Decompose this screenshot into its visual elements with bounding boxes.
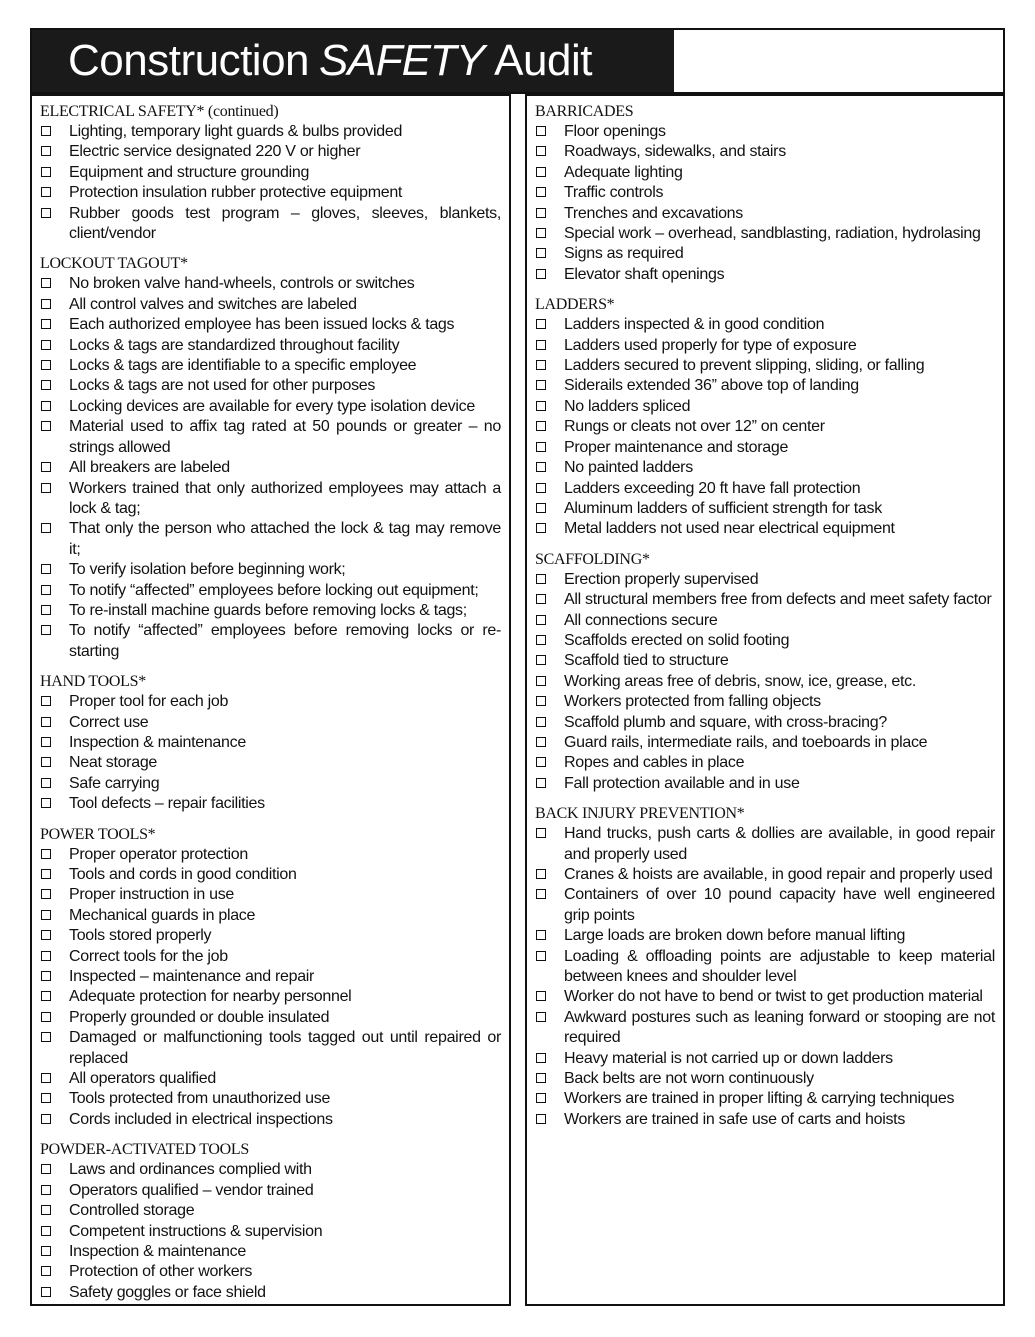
section-title: ELECTRICAL SAFETY* (continued)	[40, 103, 279, 120]
checklist-item-text: Cranes & hoists are available, in good repair and properly used	[564, 866, 993, 883]
checklist-item	[40, 315, 501, 335]
checkbox[interactable]	[536, 951, 546, 961]
checklist-item-text: Controlled storage	[69, 1202, 195, 1220]
checklist-item	[535, 611, 995, 631]
checklist-item	[535, 590, 995, 610]
checklist-item	[535, 885, 995, 926]
checklist-item	[535, 356, 995, 376]
checklist-item-text: Rungs or cleats not over 12” on center	[564, 418, 825, 436]
checklist-item-text: Inspection & maintenance	[69, 733, 246, 751]
checklist-item-text: Large loads are broken down before manual lifting	[564, 927, 906, 945]
checklist-item-text: Locking devices are available for every type isolation device	[69, 397, 475, 415]
checkbox[interactable]	[41, 717, 51, 727]
checklist-item	[40, 581, 501, 601]
checklist-item	[40, 560, 501, 580]
checklist-item-text: Awkward postures such as leaning forward or stooping are not required	[564, 1008, 995, 1047]
checkbox[interactable]	[536, 360, 546, 370]
checklist-item	[535, 142, 995, 162]
checkbox[interactable]	[41, 564, 51, 574]
checklist-item	[40, 417, 501, 458]
checklist-item	[535, 865, 995, 885]
checkbox[interactable]	[41, 208, 51, 218]
checklist-item	[40, 163, 501, 183]
checkbox[interactable]	[41, 462, 51, 472]
checklist-item-text: Safe carrying	[69, 774, 160, 792]
checklist-item-text: That only the person who attached the lock & tag may remove it;	[69, 520, 501, 558]
checklist-item-text: Working areas free of debris, snow, ice, grease, etc.	[564, 672, 916, 690]
checklist-item-text: Inspected – maintenance and repair	[69, 968, 315, 986]
checkbox[interactable]	[41, 585, 51, 595]
checklist-item-text: Workers are trained in safe use of carts and hoists	[564, 1110, 906, 1128]
checkbox[interactable]	[41, 605, 51, 615]
checklist-item	[535, 947, 995, 988]
checklist	[535, 315, 995, 539]
checklist-item-text: Ladders exceeding 20 ft have fall protection	[564, 479, 861, 497]
checklist-item	[535, 733, 995, 753]
checklist	[535, 570, 995, 794]
checklist-item-text: Workers are trained in proper lifting & carrying techniques	[564, 1090, 955, 1108]
checklist-item	[40, 336, 501, 356]
checklist	[40, 692, 501, 814]
checklist-item-text: Roadways, sidewalks, and stairs	[564, 143, 786, 161]
checklist-item-text: Proper operator protection	[69, 845, 248, 863]
checklist-item	[40, 1222, 501, 1242]
checkbox[interactable]	[536, 778, 546, 788]
checklist-item	[535, 753, 995, 773]
checkbox[interactable]	[41, 1266, 51, 1276]
checklist-item	[40, 1262, 501, 1282]
checklist-item-text: Correct tools for the job	[69, 947, 228, 965]
checklist-item-text: Workers protected from falling objects	[564, 693, 821, 711]
checklist-item	[535, 651, 995, 671]
checkbox[interactable]	[41, 1246, 51, 1256]
checklist-item	[40, 865, 501, 885]
page-title	[32, 30, 674, 92]
checklist-item	[535, 265, 995, 285]
checklist-item	[535, 824, 995, 865]
checklist-item	[535, 713, 995, 733]
checkbox[interactable]	[536, 757, 546, 767]
checklist-item	[40, 479, 501, 520]
checklist-item	[40, 1110, 501, 1130]
checkbox[interactable]	[536, 676, 546, 686]
checklist-item-text: Adequate protection for nearby personnel	[69, 988, 352, 1006]
checklist	[40, 122, 501, 244]
checklist-item-text: Inspection & maintenance	[69, 1242, 246, 1260]
checklist-item-text: Back belts are not worn continuously	[564, 1070, 814, 1088]
checkbox[interactable]	[536, 380, 546, 390]
checklist-item-text: Laws and ordinances complied with	[69, 1161, 312, 1179]
checklist-item-text: Loading & offloading points are adjustable to keep material between knees and shoulder level	[564, 947, 995, 986]
checklist-item	[40, 774, 501, 794]
checklist-item	[535, 438, 995, 458]
checkbox[interactable]	[41, 971, 51, 981]
checklist-item	[535, 570, 995, 590]
checkbox[interactable]	[41, 360, 51, 370]
checklist-item	[40, 1028, 501, 1069]
checklist	[40, 845, 501, 1131]
checkbox[interactable]	[41, 930, 51, 940]
checkbox[interactable]	[536, 1053, 546, 1063]
checklist-item-text: All connections secure	[564, 611, 718, 629]
checkbox[interactable]	[536, 421, 546, 431]
checklist-item-text: To re-install machine guards before removing locks & tags;	[69, 601, 467, 619]
checkbox[interactable]	[536, 167, 546, 177]
checkbox[interactable]	[536, 869, 546, 879]
checklist-item-text: Locks & tags are not used for other purposes	[69, 377, 376, 395]
checklist-item	[40, 1181, 501, 1201]
checklist	[40, 1160, 501, 1303]
checklist-item-text: No painted ladders	[564, 459, 693, 477]
checkbox[interactable]	[536, 208, 546, 218]
checklist-item	[40, 376, 501, 396]
checklist-item-text: To verify isolation before beginning work;	[69, 561, 346, 579]
title-construction: Construction	[68, 36, 310, 85]
checkbox[interactable]	[41, 910, 51, 920]
checklist-item-text: Rubber goods test program – gloves, sleeves, blankets, client/vendor	[69, 204, 501, 243]
checkbox[interactable]	[41, 1032, 51, 1042]
checkbox[interactable]	[536, 126, 546, 136]
checklist-item	[40, 295, 501, 315]
checklist-item	[40, 1283, 501, 1303]
checklist-item-text: Elevator shaft openings	[564, 265, 725, 283]
checklist-item	[40, 987, 501, 1007]
checkbox[interactable]	[41, 1205, 51, 1215]
checklist-item	[535, 1049, 995, 1069]
checkbox[interactable]	[41, 798, 51, 808]
checklist-item	[535, 224, 995, 244]
checklist-item-text: Protection insulation rubber protective equipment	[69, 184, 403, 202]
checklist-item-text: Safety goggles or face shield	[69, 1283, 266, 1301]
checkbox[interactable]	[41, 401, 51, 411]
section-electrical-safety-continued	[40, 101, 501, 244]
checklist-item-text: Locks & tags are identifiable to a specific employee	[69, 357, 417, 375]
checklist-item	[40, 794, 501, 814]
checkbox[interactable]	[41, 869, 51, 879]
section-powder-activated-tools	[40, 1139, 501, 1303]
checklist-item	[40, 906, 501, 926]
checkbox[interactable]	[536, 737, 546, 747]
checklist-item-text: Neat storage	[69, 754, 158, 772]
checkbox[interactable]	[41, 625, 51, 635]
checkbox[interactable]	[41, 1093, 51, 1103]
checklist-item	[535, 519, 995, 539]
checklist-item	[40, 204, 501, 245]
checklist-item-text: All breakers are labeled	[69, 459, 230, 477]
checklist-item	[535, 1069, 995, 1089]
checklist-item-text: No broken valve hand-wheels, controls or switches	[69, 275, 415, 293]
checkbox[interactable]	[41, 146, 51, 156]
checklist-item	[535, 336, 995, 356]
checkbox[interactable]	[536, 319, 546, 329]
checkbox[interactable]	[536, 248, 546, 258]
checklist-item	[535, 376, 995, 396]
section-title: BACK INJURY PREVENTION*	[535, 805, 745, 823]
checklist-item	[40, 967, 501, 987]
checklist-item	[40, 458, 501, 478]
section-title: HAND TOOLS*	[40, 673, 146, 691]
section-title: LADDERS*	[535, 296, 615, 314]
checkbox[interactable]	[536, 574, 546, 584]
checklist-item	[535, 1110, 995, 1130]
checkbox[interactable]	[41, 757, 51, 767]
checkbox[interactable]	[536, 991, 546, 1001]
checklist-item-text: Tools protected from unauthorized use	[69, 1090, 331, 1108]
checkbox[interactable]	[41, 1164, 51, 1174]
checklist-item-text: Metal ladders not used near electrical equipment	[564, 520, 895, 538]
checkbox[interactable]	[536, 1114, 546, 1124]
checkbox[interactable]	[41, 991, 51, 1001]
checklist-item	[40, 692, 501, 712]
checklist-item-text: Ladders used properly for type of exposure	[564, 336, 857, 354]
checkbox[interactable]	[41, 319, 51, 329]
checklist-item-text: Damaged or malfunctioning tools tagged out until repaired or replaced	[69, 1029, 501, 1067]
checkbox[interactable]	[536, 340, 546, 350]
checklist-item-text: Floor openings	[564, 123, 666, 140]
checklist-item-text: Special work – overhead, sandblasting, radiation, hydrolasing	[564, 225, 981, 243]
checkbox[interactable]	[536, 228, 546, 238]
checklist-item	[535, 1008, 995, 1049]
checklist-item-text: No ladders spliced	[564, 397, 691, 415]
checkbox[interactable]	[41, 380, 51, 390]
checklist-item	[40, 713, 501, 733]
checklist-item-text: Material used to affix tag rated at 50 pounds or greater – no strings allowed	[69, 418, 501, 456]
checkbox[interactable]	[41, 1185, 51, 1195]
checklist	[40, 274, 501, 662]
checklist-item-text: Adequate lighting	[564, 163, 683, 181]
checklist-item	[40, 753, 501, 773]
checklist-item	[535, 499, 995, 519]
checklist-item	[40, 183, 501, 203]
checklist-item	[535, 163, 995, 183]
checklist-item-text: Locks & tags are standardized throughout facility	[69, 336, 400, 354]
checklist-item	[535, 315, 995, 335]
checklist-item-text: Tools and cords in good condition	[69, 866, 297, 883]
checklist-item-text: Cords included in electrical inspections	[69, 1110, 333, 1128]
checkbox[interactable]	[41, 1012, 51, 1022]
checklist-item	[535, 774, 995, 794]
checklist-item-text: Worker do not have to bend or twist to get production material	[564, 988, 983, 1006]
checklist-item	[40, 1160, 501, 1180]
section-title: LOCKOUT TAGOUT*	[40, 255, 188, 273]
section-title: POWDER-ACTIVATED TOOLS	[40, 1141, 249, 1159]
checkbox[interactable]	[536, 696, 546, 706]
checkbox[interactable]	[41, 187, 51, 197]
checklist-item-text: Protection of other workers	[69, 1263, 253, 1281]
checklist-item-text: Containers of over 10 pound capacity have well engineered grip points	[564, 886, 995, 924]
checkbox[interactable]	[536, 146, 546, 156]
checkbox[interactable]	[536, 655, 546, 665]
checklist-item-text: Competent instructions & supervision	[69, 1222, 323, 1240]
checkbox[interactable]	[41, 278, 51, 288]
checkbox[interactable]	[536, 828, 546, 838]
checkbox[interactable]	[41, 523, 51, 533]
checklist-item-text: Signs as required	[564, 245, 684, 263]
checklist-item-text: All structural members free from defects and meet safety factor	[564, 591, 992, 609]
checklist-item-text: Tool defects – repair facilities	[69, 795, 265, 813]
checklist-item	[535, 479, 995, 499]
checklist-item	[40, 845, 501, 865]
checklist-item	[535, 926, 995, 946]
checkbox[interactable]	[41, 421, 51, 431]
checklist-item-text: Electric service designated 220 V or higher	[69, 143, 361, 161]
checklist-item	[40, 1201, 501, 1221]
checklist-item-text: All control valves and switches are labeled	[69, 295, 357, 313]
checklist-item-text: Trenches and excavations	[564, 204, 743, 222]
checklist-item	[40, 274, 501, 294]
checklist-item-text: Hand trucks, push carts & dollies are available, in good repair and properly used	[564, 825, 995, 863]
checkbox[interactable]	[41, 167, 51, 177]
checklist-item-text: Scaffold plumb and square, with cross-bracing?	[564, 713, 887, 731]
checklist-item	[40, 926, 501, 946]
checklist-item	[535, 397, 995, 417]
checklist-item	[535, 1089, 995, 1109]
checklist-item	[535, 692, 995, 712]
checkbox[interactable]	[41, 737, 51, 747]
checkbox[interactable]	[41, 889, 51, 899]
checkbox[interactable]	[41, 483, 51, 493]
checklist-item	[40, 1089, 501, 1109]
checklist-item	[40, 397, 501, 417]
checklist-item-text: Equipment and structure grounding	[69, 163, 310, 181]
section-hand-tools	[40, 671, 501, 814]
checkbox[interactable]	[536, 889, 546, 899]
checklist-item	[40, 519, 501, 560]
title-audit: Audit	[494, 36, 592, 85]
checkbox[interactable]	[41, 696, 51, 706]
checklist-item	[40, 621, 501, 662]
checkbox[interactable]	[41, 1114, 51, 1124]
checklist-item-text: Heavy material is not carried up or down ladders	[564, 1049, 893, 1067]
checklist-item-text: Correct use	[69, 713, 149, 731]
checkbox[interactable]	[41, 951, 51, 961]
page-header	[30, 28, 1005, 94]
section-title: SCAFFOLDING*	[535, 550, 650, 568]
checklist-item-text: Proper tool for each job	[69, 693, 229, 711]
checkbox[interactable]	[536, 594, 546, 604]
checklist-item	[40, 885, 501, 905]
checkbox[interactable]	[536, 615, 546, 625]
checklist-item	[40, 356, 501, 376]
checklist-item-text: All operators qualified	[69, 1070, 216, 1088]
checklist-item-text: Mechanical guards in place	[69, 906, 256, 924]
checkbox[interactable]	[41, 849, 51, 859]
checkbox[interactable]	[536, 1093, 546, 1103]
checkbox[interactable]	[41, 1287, 51, 1297]
section-scaffolding	[535, 549, 995, 794]
checklist-item-text: To notify “affected” employees before removing locks or re-starting	[69, 622, 501, 660]
checklist-item-text: Guard rails, intermediate rails, and toeboards in place	[564, 733, 928, 751]
checkbox[interactable]	[41, 778, 51, 788]
checklist-item-text: Proper maintenance and storage	[564, 438, 789, 456]
checklist-item-text: Proper instruction in use	[69, 886, 235, 904]
checklist-item-text: Siderails extended 36” above top of landing	[564, 377, 859, 395]
section-ladders	[535, 294, 995, 539]
checkbox[interactable]	[41, 126, 51, 136]
checklist-item-text: Each authorized employee has been issued locks & tags	[69, 316, 455, 334]
checklist-item	[40, 1008, 501, 1028]
checklist-item-text: Tools stored properly	[69, 927, 212, 945]
checklist-item-text: Erection properly supervised	[564, 570, 759, 588]
checklist-item	[40, 947, 501, 967]
checklist-item	[40, 1069, 501, 1089]
section-title: POWER TOOLS*	[40, 825, 156, 843]
checklist-item-text: To notify “affected” employees before locking out equipment;	[69, 581, 479, 599]
header-blank-field	[674, 30, 1003, 92]
checklist-item-text: Traffic controls	[564, 184, 664, 202]
checklist-item-text: Scaffold tied to structure	[564, 652, 729, 670]
section-barricades	[535, 101, 995, 285]
checklist-item-text: Lighting, temporary light guards & bulbs provided	[69, 123, 403, 140]
checkbox[interactable]	[536, 442, 546, 452]
checklist-item	[535, 183, 995, 203]
checklist-item-text: Operators qualified – vendor trained	[69, 1181, 314, 1199]
checkbox[interactable]	[536, 1012, 546, 1022]
section-lockout-tagout	[40, 253, 501, 662]
checklist-item	[535, 244, 995, 264]
section-title: BARRICADES	[535, 103, 634, 120]
checklist-item-text: Workers trained that only authorized employees may attach a lock & tag;	[69, 479, 501, 517]
checkbox[interactable]	[536, 717, 546, 727]
checklist-item	[40, 733, 501, 753]
section-power-tools	[40, 824, 501, 1131]
checkbox[interactable]	[536, 462, 546, 472]
checklist-item-text: Ropes and cables in place	[564, 754, 745, 772]
checkbox[interactable]	[41, 1226, 51, 1236]
checkbox[interactable]	[536, 187, 546, 197]
checkbox[interactable]	[41, 340, 51, 350]
title-safety: SAFETY	[319, 36, 485, 85]
checkbox[interactable]	[536, 523, 546, 533]
checklist	[535, 824, 995, 1130]
checklist-item	[535, 672, 995, 692]
checkbox[interactable]	[536, 483, 546, 493]
checkbox[interactable]	[536, 401, 546, 411]
checklist-item-text: Ladders inspected & in good condition	[564, 316, 825, 334]
checklist-item	[535, 204, 995, 224]
checklist-item	[535, 122, 995, 142]
left-column	[30, 94, 511, 1306]
checkbox[interactable]	[536, 635, 546, 645]
checklist-item	[40, 601, 501, 621]
checklist-item-text: Scaffolds erected on solid footing	[564, 631, 790, 649]
checklist-item-text: Properly grounded or double insulated	[69, 1008, 330, 1026]
checklist	[535, 122, 995, 285]
right-column	[525, 94, 1005, 1306]
checklist-item	[40, 122, 501, 142]
checkbox[interactable]	[536, 1073, 546, 1083]
checkbox[interactable]	[41, 299, 51, 309]
checklist-item	[535, 417, 995, 437]
checklist-item	[40, 1242, 501, 1262]
checkbox[interactable]	[536, 503, 546, 513]
checklist-item-text: Ladders secured to prevent slipping, sliding, or falling	[564, 357, 925, 375]
checklist-item	[535, 987, 995, 1007]
section-back-injury-prevention	[535, 803, 995, 1130]
checklist-item-text: Fall protection available and in use	[564, 774, 800, 792]
checklist-item	[535, 631, 995, 651]
checkbox[interactable]	[536, 930, 546, 940]
checkbox[interactable]	[536, 269, 546, 279]
checklist-item-text: Aluminum ladders of sufficient strength for task	[564, 499, 882, 517]
checklist-item	[535, 458, 995, 478]
checkbox[interactable]	[41, 1073, 51, 1083]
checklist-item	[40, 142, 501, 162]
